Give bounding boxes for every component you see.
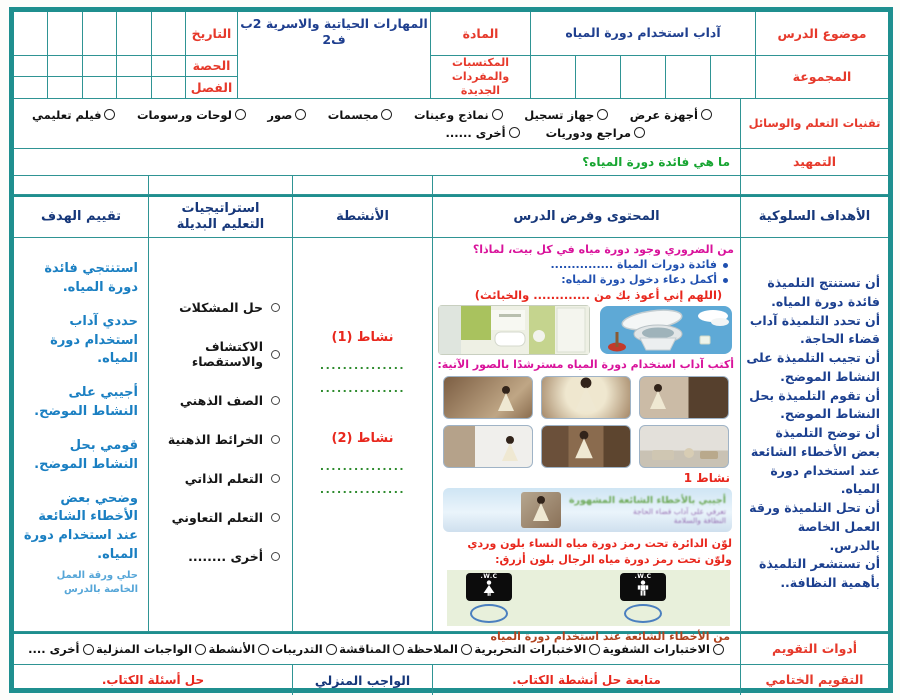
radio-circle-icon: [589, 644, 600, 655]
empty-cell[interactable]: [116, 77, 150, 98]
radio-circle-icon: [634, 127, 645, 138]
toilet-cartoon-image: [600, 306, 732, 354]
material-value: المهارات الحياتية والاسرية 2ب ف2: [240, 16, 428, 48]
option-label: أخرى ......: [445, 125, 506, 140]
radio-circle-icon: [393, 644, 404, 655]
doll-figure-icon: [533, 496, 549, 522]
objective-item: أن تستنتج التلميذة فائدة دورة المياه.: [767, 275, 880, 309]
media-option[interactable]: [445, 126, 519, 140]
content-column: [432, 238, 740, 644]
media-option[interactable]: [137, 108, 246, 122]
objective-item: أن تجيب التلميذة على النشاط الموضح.: [746, 350, 880, 384]
acquired-vocab-label: المكتسبات والمفردات الجديدة: [451, 56, 510, 97]
media-option[interactable]: [524, 108, 608, 122]
empty-cell[interactable]: [575, 56, 620, 98]
strategies-column: [148, 238, 292, 631]
woman-figure-icon: [481, 580, 497, 596]
group-label: المجموعة: [792, 69, 852, 85]
assessment-option[interactable]: [272, 642, 337, 656]
objective-item: أن تستشعر التلميذة بأهمية النظافة..: [759, 556, 880, 590]
assessment-options: [14, 634, 740, 664]
banner-doll-photo: [521, 492, 561, 528]
empty-cell[interactable]: [82, 56, 116, 76]
bullet-dot-icon: [723, 263, 728, 268]
empty-cell: [740, 176, 888, 194]
assessment-tools-row: [14, 632, 888, 665]
activity-1-label: نشاط (1): [331, 330, 394, 345]
doll-figure-icon: [575, 431, 593, 460]
strategy-label: أخرى ........: [188, 549, 263, 564]
evaluation-item: استنتجي فائدة دورة المياه.: [44, 261, 138, 295]
circle-bullet-icon: [271, 552, 280, 561]
option-label: لوحات ورسومات: [136, 107, 232, 122]
banner-text-block: [569, 495, 726, 526]
media-option[interactable]: [328, 108, 393, 122]
radio-circle-icon: [195, 644, 206, 655]
circle-bullet-icon: [271, 474, 280, 483]
circle-bullet-icon: [271, 350, 280, 359]
class-empty-cells: [14, 77, 185, 98]
spacer-row: [14, 176, 888, 195]
empty-cell: [292, 176, 432, 194]
material-label: المادة: [431, 12, 530, 56]
spacer: [299, 405, 426, 431]
radio-circle-icon: [461, 644, 472, 655]
option-label: مجسمات: [327, 107, 379, 122]
option-label: صور: [267, 107, 293, 122]
common-mistakes-note: من الأخطاء الشائعة عند استخدام دورة المياه: [490, 630, 730, 644]
media-option[interactable]: [630, 108, 712, 122]
assessment-option[interactable]: [28, 642, 93, 656]
radio-circle-icon: [509, 127, 520, 138]
option-label: فيلم تعليمي: [32, 107, 102, 122]
assessment-option[interactable]: [474, 642, 600, 656]
homework-value: حل أسئلة الكتاب.: [101, 673, 205, 687]
color-circle-women[interactable]: [470, 604, 508, 623]
empty-cell[interactable]: [116, 56, 150, 76]
option-label: الأنشطة: [208, 642, 256, 656]
wc-label: W.C.: [480, 573, 498, 581]
subject-value: آداب استخدام دورة المياه: [531, 12, 755, 56]
color-instruction: لوّن الدائرة تحت رمز دورة مياه النساء بلون وردي ولوّن تحت رمز دورة مياه الرجال بلون أزرق:: [467, 537, 732, 566]
option-label: أجهزة عرض: [629, 107, 698, 122]
final-evaluation-label: التقويم الختامي: [740, 665, 888, 695]
strategy-label: الخرائط الذهنية: [167, 432, 263, 447]
assessment-option[interactable]: [339, 642, 404, 656]
towel-icon: [652, 450, 674, 460]
media-options-line1: [14, 108, 740, 122]
evaluation-worksheet-note: حلي ورقة العمل الخاصة بالدرس: [56, 569, 138, 595]
doll-photo: [639, 376, 729, 419]
empty-cell[interactable]: [665, 56, 710, 98]
objective-item: أن تحل التلميذة ورقة العمل الخاصة بالدرس.: [749, 500, 880, 553]
evaluation-item: وضحي بعض الأخطاء الشائعة عند استخدام دورة المياه.: [23, 490, 138, 563]
period-empty-cells: [14, 56, 185, 77]
period-label: الحصة: [186, 56, 237, 77]
radio-circle-icon: [235, 109, 246, 120]
bullet-text: فائدة دورات المياة ...............: [550, 257, 717, 271]
bullet-text: أكمل دعاء دخول دورة المياه:: [561, 272, 717, 286]
option-label: التدريبات: [271, 642, 323, 656]
empty-cell[interactable]: [116, 12, 150, 55]
option-label: الاختبارات التحريرية: [474, 642, 587, 656]
radio-circle-icon: [104, 109, 115, 120]
radio-circle-icon: [83, 644, 94, 655]
table-items-photo: [639, 425, 729, 468]
dotted-line: ...............: [319, 460, 406, 473]
objective-item: أن تقوم التلميذة بحل النشاط الموضح.: [749, 387, 880, 422]
banner-subtitle: تعرفي على آداب قضاء الحاجة: [632, 506, 726, 516]
intro-row: [14, 149, 888, 176]
circle-bullet-icon: [271, 513, 280, 522]
objective-item: أن توضح التلميذة بعض الأخطاء الشائعة عند استخدام دورة المياه.: [750, 425, 880, 497]
empty-cell[interactable]: [531, 56, 575, 98]
final-evaluation-row: [14, 665, 888, 695]
media-option[interactable]: [414, 108, 503, 122]
activities-column: [292, 238, 432, 631]
media-option[interactable]: [546, 126, 645, 140]
circle-bullet-icon: [271, 435, 280, 444]
empty-cell: [432, 176, 740, 194]
assessment-option[interactable]: [603, 642, 724, 656]
doll-photo: [443, 425, 533, 468]
radio-circle-icon: [295, 109, 306, 120]
follow-up-value: متابعة حل أنشطة الكتاب.: [432, 665, 740, 695]
empty-cell[interactable]: [14, 12, 47, 55]
activity-1-marker: نشاط 1: [683, 471, 730, 486]
intro-question: ما هي فائدة دورة المياه؟: [582, 155, 730, 169]
assessment-option[interactable]: [208, 642, 269, 656]
option-label: أخرى ....: [28, 642, 80, 656]
toilet-illustration: [600, 306, 732, 354]
wc-label: W.C.: [634, 573, 652, 581]
dua-text: (اللهم إني أعوذ بك من ............. والخبائث): [474, 287, 723, 302]
learning-media-row: [14, 99, 888, 149]
wc-men-group: [620, 573, 666, 623]
bathroom-illustration: [439, 306, 589, 354]
strategy-item[interactable]: [153, 549, 280, 564]
wc-signs-strip: [447, 570, 730, 626]
bathroom-photo: [438, 305, 590, 355]
evaluation-item: قومي بحل النشاط الموضح.: [34, 437, 138, 472]
media-option[interactable]: [267, 108, 306, 122]
bowl-icon: [684, 448, 694, 458]
wc-women-sign: [466, 573, 512, 601]
content-question: من الضروري وجود دورة مياه في كل بيت، لماذا؟: [472, 243, 734, 256]
color-circle-men[interactable]: [624, 604, 662, 623]
empty-cell[interactable]: [151, 12, 185, 55]
dotted-line: ...............: [319, 382, 406, 395]
option-label: نماذج وعينات: [413, 107, 489, 122]
empty-cell[interactable]: [47, 56, 81, 76]
empty-cell: [14, 176, 148, 194]
header-strategies: استراتيجيات التعليم البديلة: [148, 197, 292, 237]
header-objectives: الأهداف السلوكية: [740, 197, 888, 237]
activity-2-label: نشاط (2): [331, 431, 394, 446]
strategy-item[interactable]: [153, 393, 280, 408]
radio-circle-icon: [492, 109, 503, 120]
empty-cell[interactable]: [14, 56, 47, 76]
circle-bullet-icon: [271, 303, 280, 312]
option-label: الملاحظة: [406, 642, 458, 656]
objective-item: أن تحدد التلميذة آداب قضاء الحاجة.: [749, 312, 880, 347]
main-table-headers: [14, 195, 888, 238]
class-label: الفصل: [190, 79, 233, 95]
option-label: جهاز تسجيل: [524, 107, 595, 122]
empty-cell[interactable]: [14, 77, 47, 98]
header-content: المحتوى وفرض الدرس: [432, 197, 740, 237]
worksheet-banner: [443, 488, 732, 532]
strategy-item[interactable]: [153, 510, 280, 525]
empty-cell: [148, 176, 292, 194]
objectives-column: [740, 238, 888, 631]
goal-evaluation-column: [14, 238, 148, 631]
man-figure-icon: [636, 580, 650, 596]
doll-figure-icon: [502, 436, 518, 462]
strategy-label: حل المشكلات: [179, 300, 263, 315]
strategy-item[interactable]: [153, 300, 280, 315]
write-prompt: أكتب آداب استخدام دورة المياه مسترشدًا بالصور الآتية:: [437, 357, 734, 371]
doll-figure-icon: [498, 386, 514, 412]
lesson-plan-table: [9, 7, 893, 693]
option-label: مراجع ودوريات: [545, 125, 631, 140]
wc-men-sign: [620, 573, 666, 601]
banner-title: أجيبي بالأخطاء الشائعة المشهورة: [568, 495, 726, 507]
circle-bullet-icon: [271, 396, 280, 405]
homework-label: الواجب المنزلي: [292, 665, 432, 695]
strategy-item[interactable]: [153, 471, 280, 486]
subject-label: موضوع الدرس: [756, 12, 888, 56]
radio-circle-icon: [258, 644, 269, 655]
wc-women-group: [466, 573, 512, 623]
strategy-label: التعلم الذاتي: [184, 471, 263, 486]
dotted-line: ...............: [319, 483, 406, 496]
doll-photo: [541, 425, 631, 468]
empty-cell[interactable]: [47, 77, 81, 98]
toilet-images-row: [439, 305, 732, 355]
empty-cell[interactable]: [82, 77, 116, 98]
strategy-label: الصف الذهني: [179, 393, 263, 408]
strategy-item[interactable]: [153, 432, 280, 447]
content-bullet-1: [437, 258, 734, 273]
empty-cell[interactable]: [82, 12, 116, 55]
dotted-line: ...............: [319, 359, 406, 372]
option-label: الاختبارات الشفوية: [602, 642, 710, 656]
radio-circle-icon: [381, 109, 392, 120]
radio-circle-icon: [597, 109, 608, 120]
group-empty-cells: [531, 56, 755, 98]
doll-photo: [541, 376, 631, 419]
header-goal-evaluation: تقييم الهدف: [40, 209, 122, 225]
media-options-line2: [14, 126, 740, 140]
date-label: التاريخ: [186, 12, 237, 56]
bullet-dot-icon: [723, 278, 728, 283]
option-label: المناقشة: [339, 642, 391, 656]
empty-cell[interactable]: [151, 56, 185, 76]
empty-cell[interactable]: [151, 77, 185, 98]
content-bullet-2: [437, 273, 734, 288]
evaluation-item: حددي آداب استخدام دورة المياه.: [50, 313, 138, 367]
media-option[interactable]: [32, 108, 115, 122]
assessment-option[interactable]: [96, 642, 206, 656]
empty-cell[interactable]: [47, 12, 81, 55]
doll-figure-icon: [575, 378, 597, 413]
intro-label: التمهيد: [740, 149, 888, 175]
banner-subtitle-2: النظافة والسلامة: [673, 516, 726, 526]
strategy-item[interactable]: [153, 339, 280, 369]
header-activities: الأنشطة: [292, 197, 432, 237]
learning-media-label: تقنيات التعلم والوسائل: [740, 99, 888, 148]
main-table-body: [14, 238, 888, 644]
evaluation-item: أجيبي على النشاط الموضح.: [34, 385, 138, 420]
tray-icon: [700, 451, 718, 459]
empty-cell[interactable]: [710, 56, 755, 98]
etiquette-photos-grid: [441, 376, 730, 468]
strategy-label: الاكتشاف والاستقصاء: [191, 339, 263, 369]
radio-circle-icon: [701, 109, 712, 120]
option-label: الواجبات المنزلية: [95, 642, 193, 656]
radio-circle-icon: [713, 644, 724, 655]
assessment-option[interactable]: [407, 642, 472, 656]
doll-figure-icon: [650, 384, 666, 410]
doll-photo: [443, 376, 533, 419]
empty-cell[interactable]: [620, 56, 665, 98]
strategy-label: التعلم التعاوني: [171, 510, 263, 525]
date-empty-cells: [14, 12, 185, 56]
top-header-section: [14, 12, 888, 99]
assessment-tools-label: أدوات التقويم: [740, 634, 888, 664]
radio-circle-icon: [326, 644, 337, 655]
